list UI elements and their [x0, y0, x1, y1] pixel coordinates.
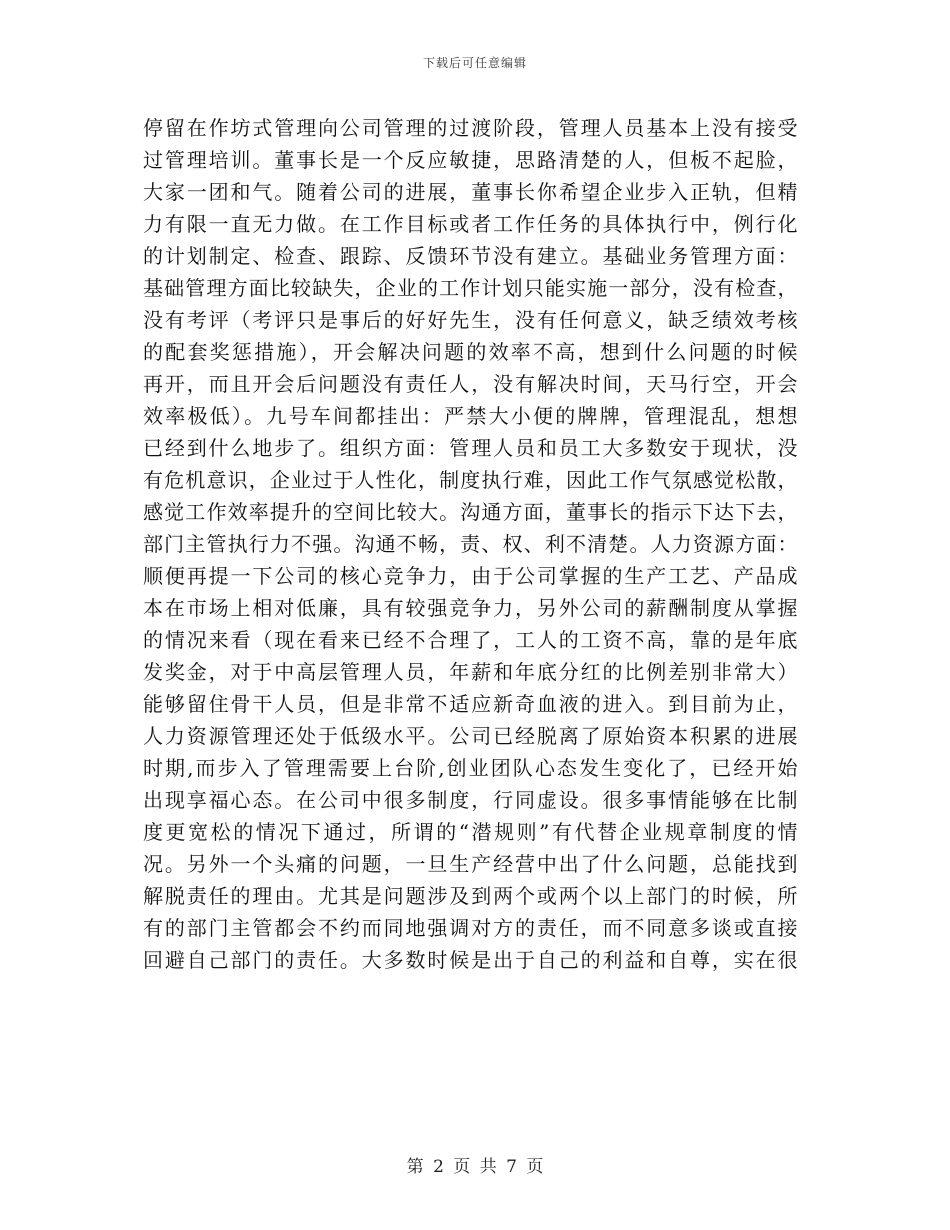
body-text [143, 112, 798, 976]
text-line: 本在市场上相对低廉，具有较强竞争力，另外公司的薪酬制度从掌握 [143, 596, 798, 620]
text-line: 没有考评（考评只是事后的好好先生，没有任何意义，缺乏绩效考核 [143, 308, 798, 332]
text-line: 的计划制定、检查、跟踪、反馈环节没有建立。基础业务管理方面： [143, 244, 798, 268]
text-line: 力有限一直无力做。在工作目标或者工作任务的具体执行中，例行化 [143, 212, 798, 236]
text-line: 的情况来看（现在看来已经不合理了，工人的工资不高，靠的是年底 [143, 628, 798, 652]
text-line: 顺便再提一下公司的核心竞争力，由于公司掌握的生产工艺、产品成 [143, 564, 798, 588]
text-line: 停留在作坊式管理向公司管理的过渡阶段，管理人员基本上没有接受 [143, 116, 798, 140]
text-line: 回避自己部门的责任。大多数时候是出于自己的利益和自尊，实在很 [143, 948, 798, 972]
text-line: 过管理培训。董事长是一个反应敏捷，思路清楚的人，但板不起脸， [143, 148, 798, 172]
text-line: 况。另外一个头痛的问题，一旦生产经营中出了什么问题，总能找到 [143, 852, 798, 876]
text-line: 有的部门主管都会不约而同地强调对方的责任，而不同意多谈或直接 [143, 916, 798, 940]
text-line: 解脱责任的理由。尤其是问题涉及到两个或两个以上部门的时候，所 [143, 884, 798, 908]
text-line: 效率极低）。九号车间都挂出：严禁大小便的牌牌，管理混乱，想想 [143, 404, 798, 428]
page-header-note: 下载后可任意编辑 [422, 56, 527, 70]
text-line: 有危机意识，企业过于人性化，制度执行难，因此工作气氛感觉松散， [143, 468, 798, 492]
text-line: 感觉工作效率提升的空间比较大。沟通方面，董事长的指示下达下去， [143, 500, 798, 524]
text-line: 时期,而步入了管理需要上台阶,创业团队心态发生变化了，已经开始 [143, 756, 798, 780]
text-line: 基础管理方面比较缺失，企业的工作计划只能实施一部分，没有检查， [143, 276, 798, 300]
text-line: 已经到什么地步了。组织方面：管理人员和员工大多数安于现状，没 [143, 436, 798, 460]
text-line: 人力资源管理还处于低级水平。公司已经脱离了原始资本积累的进展 [143, 724, 798, 748]
page-number-footer: 第 2 页 共 7 页 [406, 1157, 544, 1177]
text-line: 能够留住骨干人员，但是非常不适应新奇血液的进入。到目前为止， [143, 692, 798, 716]
text-line: 部门主管执行力不强。沟通不畅，责、权、利不清楚。人力资源方面： [143, 532, 798, 556]
text-line: 度更宽松的情况下通过，所谓的“潜规则”有代替企业规章制度的情 [143, 820, 798, 844]
text-line: 发奖金，对于中高层管理人员，年薪和年底分红的比例差别非常大） [143, 660, 798, 684]
text-line: 再开，而且开会后问题没有责任人，没有解决时间，天马行空，开会 [143, 372, 798, 396]
text-line: 大家一团和气。随着公司的进展，董事长你希望企业步入正轨，但精 [143, 180, 798, 204]
text-line: 出现享福心态。在公司中很多制度，行同虚设。很多事情能够在比制 [143, 788, 798, 812]
text-line: 的配套奖惩措施），开会解决问题的效率不高，想到什么问题的时候 [143, 340, 798, 364]
